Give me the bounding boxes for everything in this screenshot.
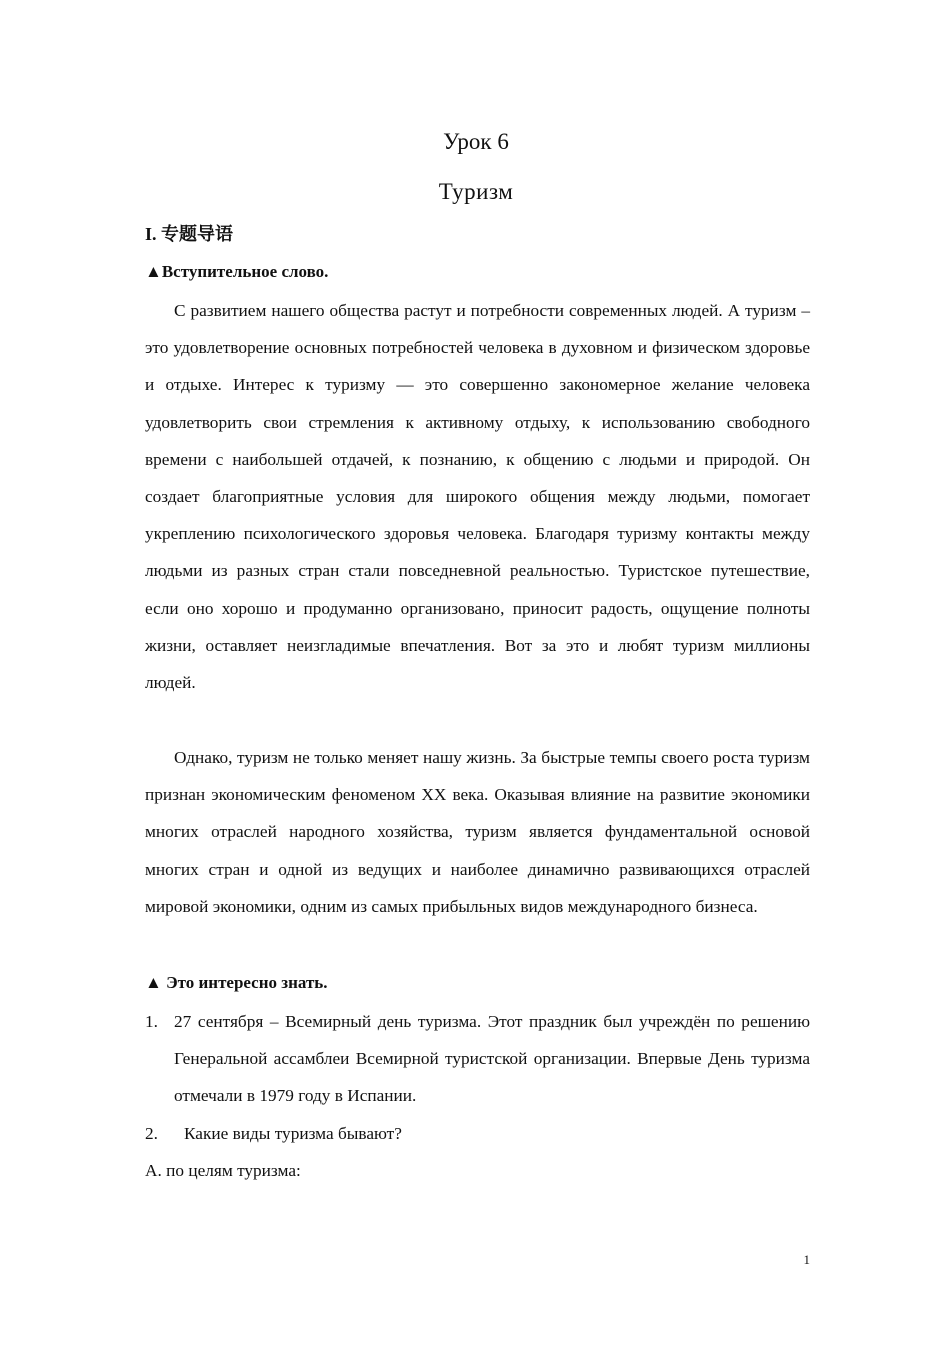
fact-number: 1.: [145, 1012, 158, 1031]
fact-text: Какие виды туризма бывают?: [184, 1124, 402, 1143]
intro-paragraph-1: С развитием нашего общества растут и потребности современных людей. А туризм – это удовлетворение основных потребностей человека в духовном и физическом здоровье и отдыхе. Интерес к туризму — это совершенно закономерное желание человека удовлетворить свои стремления к активному отдыху, к использованию свободного времени с наибольшей отдачей, к познанию, к общению с людьми и природой. Он создает благоприятные условия для широкого общения между людьми, помогает укреплению психологического здоровья человека. Благодаря туризму контакты между людьми из разных стран стали повседневной реальностью. Туристское путешествие, если оно хорошо и продуманно организовано, приносит радость, ощущение полноты жизни, оставляет неизгладимые впечатления. Вот за это и любят туризм миллионы людей.: [145, 301, 810, 693]
fact-number: 2.: [145, 1124, 158, 1143]
fact-item-2: [145, 1115, 810, 1152]
subsection-a: А. по целям туризма:: [145, 1161, 301, 1180]
fact-item-1: [145, 1003, 810, 1115]
page-number: 1: [803, 1252, 810, 1267]
facts-heading: ▲ Это интересно знать.: [145, 973, 328, 992]
lesson-title: Урок 6: [443, 129, 509, 154]
section-heading: I. 专题导语: [145, 224, 234, 244]
intro-paragraph-2: Однако, туризм не только меняет нашу жизнь. За быстрые темпы своего роста туризм признан экономическим феноменом XX века. Оказывая влияние на развитие экономики многих отраслей народного хозяйства, туризм является фундаментальной основой многих стран и одной из ведущих и наиболее динамично развивающихся отраслей мировой экономики, одним из самых прибыльных видов международного бизнеса.: [145, 748, 810, 916]
fact-text: 27 сентября – Всемирный день туризма. Этот праздник был учреждён по решению Генеральной ассамблеи Всемирной туристской организации. Впервые День туризма отмечали в 1979 году в Испании.: [174, 1012, 810, 1106]
intro-heading: ▲Вступительное слово.: [145, 262, 329, 281]
topic-title: Туризм: [438, 179, 514, 204]
